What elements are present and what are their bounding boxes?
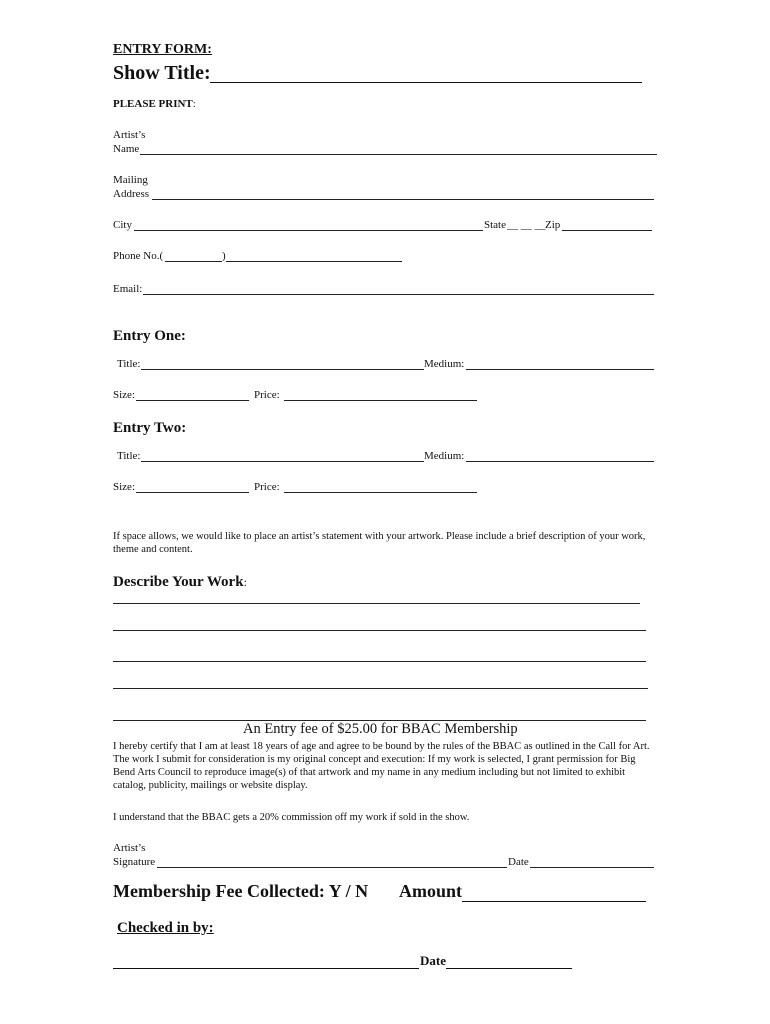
entry-two-heading: Entry Two: (113, 420, 187, 436)
zip-label: Zip (545, 219, 561, 231)
city-field[interactable] (134, 230, 483, 231)
entry-two-medium-label: Medium: (424, 450, 465, 462)
artist-statement-note: If space allows, we would like to place an artist’s statement with your artwork. Please include a brief description of your work, theme and content. (113, 531, 646, 555)
signature-field[interactable] (157, 867, 507, 868)
city-label: City (113, 219, 132, 231)
email-label: Email: (113, 283, 143, 295)
certification-paragraph: I hereby certify that I am at least 18 years of age and agree to be bound by the rules of the BBAC as outlined in the Call for Art. The work I submit for consideration is my original concept and execution: If my work is selected, I grant permission for Big Bend Arts Council to reproduce image(s) of that artwork and my name in any medium including but not limited to exhibit catalog, publicity, mailings or website display. (113, 741, 650, 791)
artist-name-label-line1: Artist’s (113, 129, 146, 141)
describe-work-heading-text: Describe Your Work (113, 574, 244, 590)
entry-one-size-field[interactable] (136, 400, 249, 401)
entry-one-medium-field[interactable] (466, 369, 654, 370)
please-print-note (113, 98, 196, 111)
checked-in-date-label: Date (420, 953, 446, 968)
amount-field[interactable] (462, 901, 646, 902)
signature-date-field[interactable] (530, 867, 654, 868)
phone-close-paren: ) (222, 250, 226, 262)
signature-label-line1: Artist’s (113, 842, 146, 854)
checked-in-by-field[interactable] (113, 968, 419, 969)
checked-in-by-label: Checked in by: (117, 920, 214, 936)
entry-two-medium-field[interactable] (466, 461, 654, 462)
zip-field[interactable] (562, 230, 652, 231)
state-label: State (484, 219, 506, 231)
describe-work-line-1[interactable] (113, 603, 640, 604)
entry-two-title-field[interactable] (141, 461, 424, 462)
entry-two-price-label: Price: (254, 481, 280, 493)
show-title-field[interactable] (210, 82, 642, 83)
phone-area-code-field[interactable] (165, 261, 222, 262)
mailing-address-label-line2: Address (113, 188, 150, 200)
amount-label: Amount (399, 881, 463, 901)
signature-date-label: Date (508, 856, 529, 868)
artist-name-field[interactable] (140, 154, 657, 155)
entry-one-medium-label: Medium: (424, 358, 465, 370)
entry-two-title-label: Title: (117, 450, 141, 462)
describe-work-line-4[interactable] (113, 688, 648, 689)
please-print-text: PLEASE PRINT (113, 98, 193, 110)
entry-two-size-field[interactable] (136, 492, 249, 493)
entry-one-size-label: Size: (113, 389, 135, 401)
entry-one-price-field[interactable] (284, 400, 477, 401)
describe-work-heading-colon: : (243, 575, 247, 589)
state-field[interactable]: __ __ __ (507, 219, 546, 231)
entry-form-heading: ENTRY FORM: (113, 42, 212, 57)
entry-fee-note: An Entry fee of $25.00 for BBAC Membership (243, 721, 518, 737)
entry-one-price-label: Price: (254, 389, 280, 401)
entry-two-price-field[interactable] (284, 492, 477, 493)
mailing-address-label-line1: Mailing (113, 174, 148, 186)
entry-two-size-label: Size: (113, 481, 135, 493)
checked-in-date-field[interactable] (446, 968, 572, 969)
describe-work-line-3[interactable] (113, 661, 646, 662)
signature-label-line2: Signature (113, 856, 156, 868)
artist-name-label-line2: Name (113, 143, 140, 155)
show-title-label: Show Title: (113, 62, 211, 84)
entry-one-title-label: Title: (117, 358, 141, 370)
email-field[interactable] (143, 294, 654, 295)
mailing-address-field[interactable] (152, 199, 654, 200)
commission-note: I understand that the BBAC gets a 20% commission off my work if sold in the show. (113, 812, 470, 823)
phone-label: Phone No.( (113, 250, 164, 262)
phone-number-field[interactable] (226, 261, 402, 262)
entry-one-title-field[interactable] (141, 369, 424, 370)
describe-work-line-2[interactable] (113, 630, 646, 631)
membership-fee-collected-label: Membership Fee Collected: Y / N (113, 881, 369, 901)
please-print-colon: : (192, 98, 196, 110)
describe-work-heading (113, 574, 247, 591)
entry-one-heading: Entry One: (113, 328, 186, 344)
